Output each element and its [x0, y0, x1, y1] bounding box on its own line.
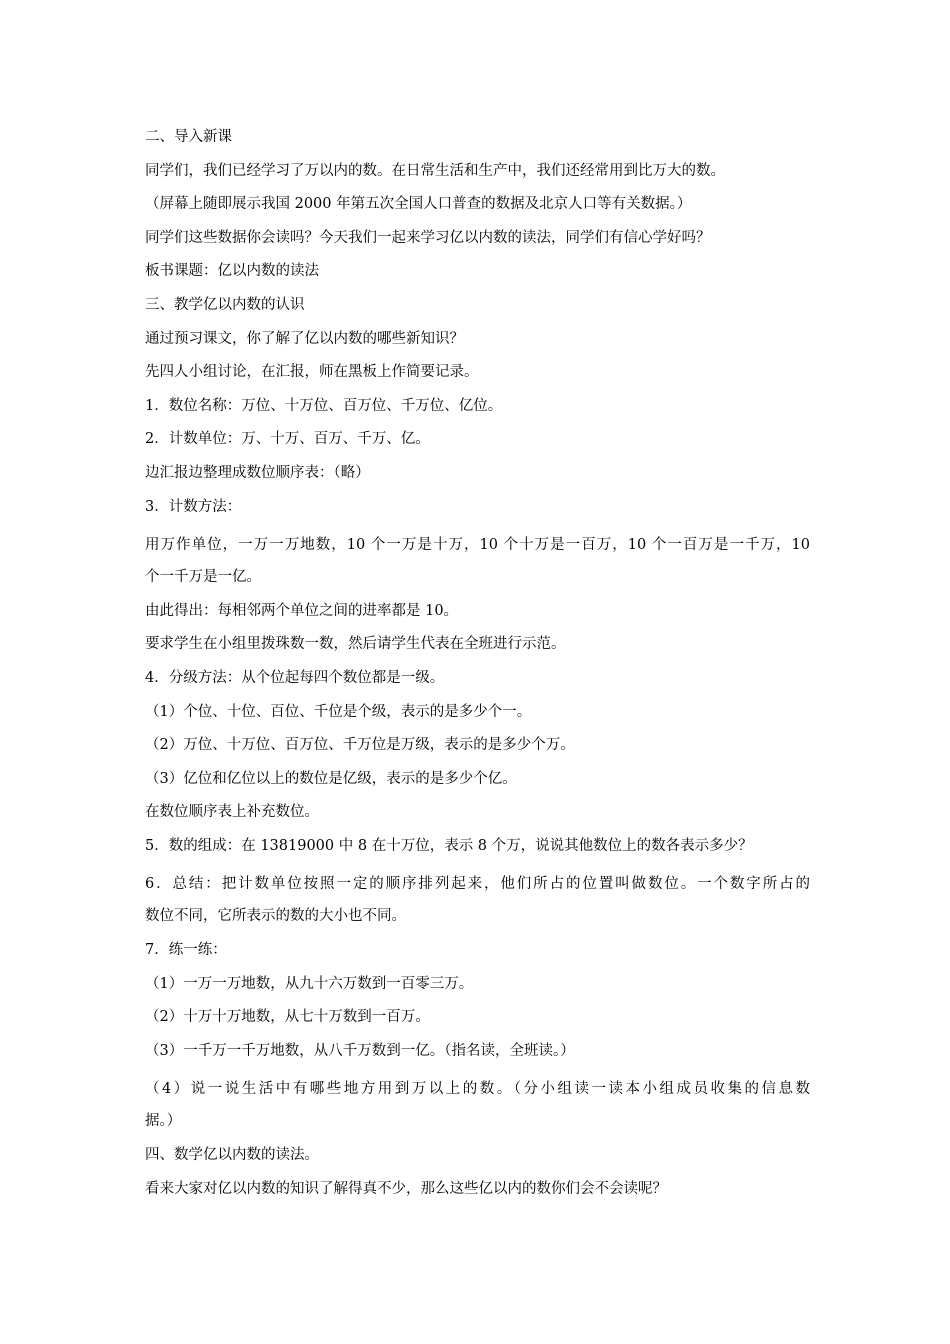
list-item: 5．数的组成：在 13819000 中 8 在十万位，表示 8 个万，说说其他数位上的数各表示多少？	[145, 837, 753, 854]
section-heading: 三、教学亿以内数的认识	[145, 296, 305, 313]
paragraph: 通过预习课文，你了解了亿以内数的哪些新知识？	[145, 330, 464, 347]
sub-list-item: （1）个位、十位、百位、千位是个级，表示的是多少个一。	[145, 703, 532, 720]
paragraph-line: 个一千万是一亿。	[145, 569, 261, 586]
paragraph: 同学们，我们已经学习了万以内的数。在日常生活和生产中，我们还经常用到比万大的数。	[145, 162, 725, 179]
section-heading: 四、数学亿以内数的读法。	[145, 1147, 319, 1164]
sub-list-item: （1）一万一万地数，从九十六万数到一百零三万。	[145, 975, 474, 992]
list-item: 3．计数方法：	[145, 498, 242, 515]
list-item: 2．计数单位：万、十万、百万、千万、亿。	[145, 431, 430, 448]
section-heading: 二、导入新课	[145, 129, 232, 145]
sub-list-item: （2）万位、十万位、百万位、千万位是万级，表示的是多少个万。	[145, 737, 575, 754]
paragraph: 板书课题：亿以内数的读法	[145, 263, 319, 280]
list-item: 4．分级方法：从个位起每四个数位都是一级。	[145, 669, 445, 686]
paragraph: 看来大家对亿以内数的知识了解得真不少，那么这些亿以内的数你们会不会读呢？	[145, 1180, 667, 1197]
list-item: 1．数位名称：万位、十万位、百万位、千万位、亿位。	[145, 397, 503, 414]
paragraph-line: （4）说一说生活中有哪些地方用到万以上的数。（分小组读一读本小组成员收集的信息数	[145, 1081, 810, 1098]
paragraph: 由此得出：每相邻两个单位之间的进率都是 10。	[145, 602, 459, 619]
paragraph-line: 用万作单位，一万一万地数，10 个一万是十万，10 个十万是一百万，10 个一百万是一千万，10	[145, 537, 810, 554]
paragraph-line: 数位不同，它所表示的数的大小也不同。	[145, 908, 406, 925]
paragraph-line: 6．总结：把计数单位按照一定的顺序排列起来，他们所占的位置叫做数位。一个数字所占的	[145, 876, 810, 893]
list-item: 7．练一练：	[145, 942, 227, 959]
sub-list-item: （3）一千万一千万地数，从八千万数到一亿。（指名读，全班读。）	[145, 1042, 575, 1059]
paragraph: 在数位顺序表上补充数位。	[145, 804, 319, 821]
paragraph: （屏幕上随即展示我国 2000 年第五次全国人口普查的数据及北京人口等有关数据。）	[145, 196, 692, 213]
document-body	[145, 124, 815, 1209]
paragraph: 先四人小组讨论，在汇报，师在黑板上作简要记录。	[145, 364, 479, 381]
paragraph: 要求学生在小组里拨珠数一数，然后请学生代表在全班进行示范。	[145, 636, 566, 653]
sub-list-item: （2）十万十万地数，从七十万数到一百万。	[145, 1009, 430, 1026]
paragraph-line: 据。）	[145, 1113, 182, 1130]
sub-list-item: （3）亿位和亿位以上的数位是亿级，表示的是多少个亿。	[145, 770, 517, 787]
paragraph: 边汇报边整理成数位顺序表：（略）	[145, 464, 370, 481]
paragraph: 同学们这些数据你会读吗？今天我们一起来学习亿以内数的读法，同学们有信心学好吗？	[145, 229, 711, 246]
